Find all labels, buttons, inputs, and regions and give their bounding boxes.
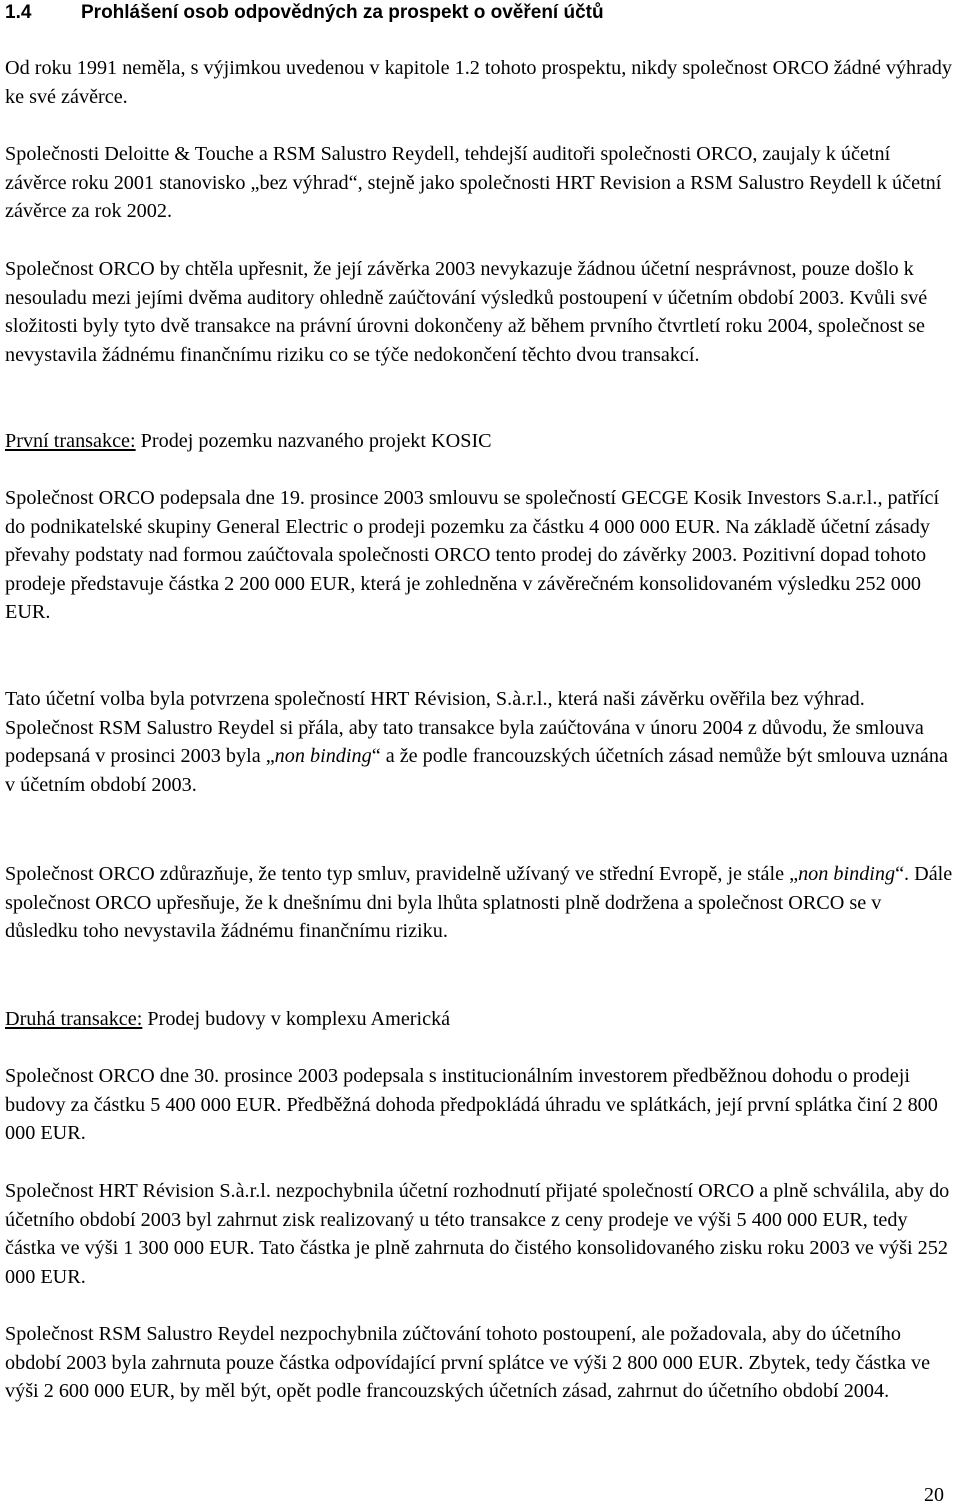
transaction1-title: Prodej pozemku nazvaného projekt KOSIC	[135, 430, 492, 452]
transaction1-p3-italic: non binding	[798, 863, 896, 885]
transaction1-p2-part-a: Tato účetní volba byla potvrzena společností HRT Révision, S.à.r.l., která naši závěrku ověřila bez výhrad. Společnost RSM Salustro Reydel si přála, aby tato transakce byla zaúčtována v únoru 2004 z důvodu, že smlouva podepsaná v prosinci 2003 byla „	[5, 688, 924, 767]
transaction1-label: První transakce:	[5, 430, 136, 452]
transaction2-title: Prodej budovy v komplexu Americká	[142, 1008, 451, 1030]
paragraph-no-reservations: Od roku 1991 neměla, s výjimkou uvedenou v kapitole 1.2 tohoto prospektu, nikdy společnost ORCO žádné výhrady ke své závěrce.	[5, 57, 952, 108]
transaction2-paragraph-2: Společnost HRT Révision S.à.r.l. nezpochybnila účetní rozhodnutí přijaté společností ORCO a plně schválila, aby do účetního období 2003 byl zahrnut zisk realizovaný u této transakce z ceny prodeje ve výši 5 400 000 EUR, tedy částka ve výši 1 300 000 EUR. Tato částka je plně zahrnuta do čistého konsolidovaného zisku roku 2003 ve výši 252 000 EUR.	[5, 1180, 950, 1288]
transaction1-paragraph-3	[5, 860, 953, 946]
section-title: Prohlášení osob odpovědných za prospekt o ověření účtů	[81, 2, 604, 23]
page-number: 20	[924, 1484, 944, 1506]
transaction1-paragraph-1: Společnost ORCO podepsala dne 19. prosince 2003 smlouvu se společností GECGE Kosik Investors S.a.r.l., patřící do podnikatelské skupiny General Electric o prodeji pozemku za částku 4 000 000 EUR. Na základě účetní zásady převahy podstaty nad formou zaúčtovala společnosti ORCO tento prodej do závěrky 2003. Pozitivní dopad tohoto prodeje představuje částka 2 200 000 EUR, která je zohledněna v závěrečném konsolidovaném výsledku 252 000 EUR.	[5, 487, 940, 623]
paragraph-auditors-opinion: Společnosti Deloitte & Touche a RSM Salustro Reydell, tehdejší auditoři společnosti ORCO, zaujaly k účetní závěrce roku 2001 stanovisko „bez výhrad“, stejně jako společnosti HRT Revision a RSM Salustro Reydell k účetní závěrce za rok 2002.	[5, 143, 942, 222]
section-heading	[5, 2, 604, 24]
section-number: 1.4	[5, 2, 32, 23]
transaction1-p2-part-b: “ a že podle francouzských účetních zásad nemůže být smlouva uznána v účetním období 2003.	[5, 745, 948, 796]
paragraph-orco-clarification: Společnost ORCO by chtěla upřesnit, že její závěrka 2003 nevykazuje žádnou účetní nesprávnost, pouze došlo k nesouladu mezi jejími dvěma auditory ohledně zaúčtování výsledků postoupení v účetním období 2003. Kvůli své složitosti byly tyto dvě transakce na právní úrovni dokončeny až během prvního čtvrtletí roku 2004, společnost se nevystavila žádnému finančnímu riziku co se týče nedokončení těchto dvou transakcí.	[5, 258, 928, 366]
transaction2-paragraph-1: Společnost ORCO dne 30. prosince 2003 podepsala s institucionálním investorem předběžnou dohodu o prodeji budovy za částku 5 400 000 EUR. Předběžná dohoda předpokládá úhradu ve splátkách, její první splátka činí 2 800 000 EUR.	[5, 1065, 938, 1144]
transaction2-paragraph-3: Společnost RSM Salustro Reydel nezpochybnila zúčtování tohoto postoupení, ale požadovala, aby do účetního období 2003 byla zahrnuta pouze částka odpovídající první splátce ve výši 2 800 000 EUR. Zbytek, tedy částka ve výši 2 600 000 EUR, by měl být, opět podle francouzských účetních zásad, zahrnut do účetního období 2004.	[5, 1323, 931, 1402]
transaction1-paragraph-2	[5, 685, 953, 799]
transaction2-label: Druhá transakce:	[5, 1008, 143, 1030]
transaction1-p3-part-a: Společnost ORCO zdůrazňuje, že tento typ smluv, pravidelně užívaný ve střední Evropě, je stále „	[5, 863, 799, 885]
transaction1-heading	[5, 427, 953, 456]
transaction1-p3-part-b: “. Dále společnost ORCO upřesňuje, že k dnešnímu dni byla lhůta splatnosti plně dodržena a společnost ORCO se v důsledku toho nevystavila žádnému finančnímu riziku.	[5, 863, 953, 942]
transaction2-heading	[5, 1005, 953, 1034]
transaction1-p2-italic: non binding	[274, 745, 372, 767]
